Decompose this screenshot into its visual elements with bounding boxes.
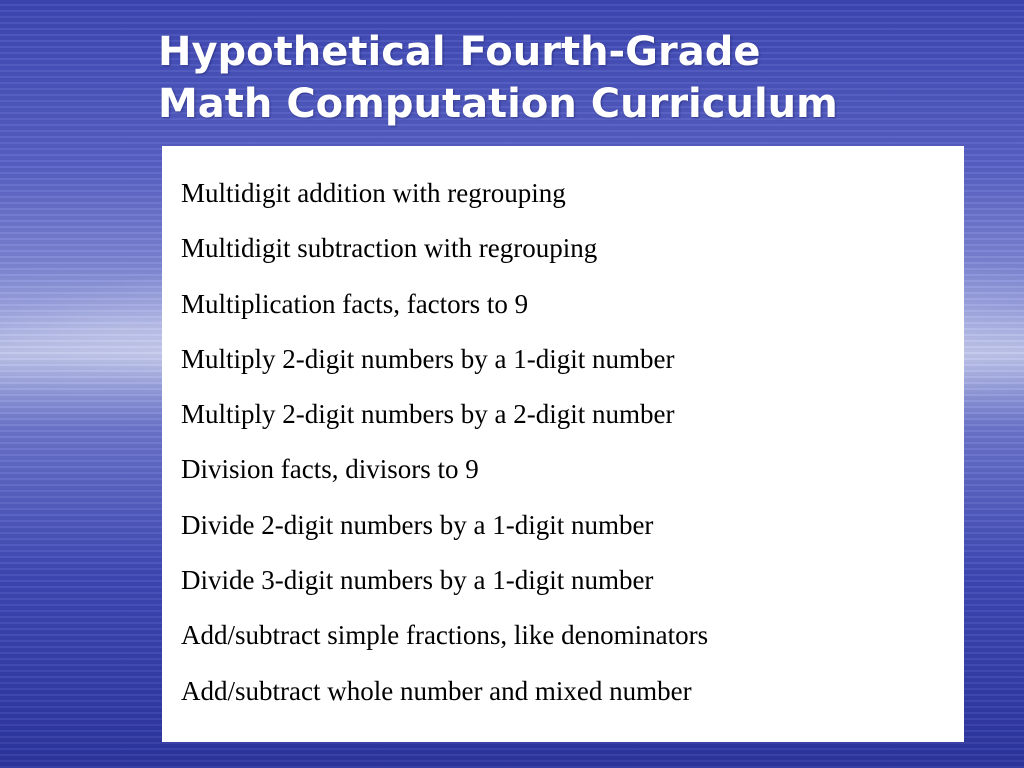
curriculum-item: Multidigit addition with regrouping <box>181 178 566 208</box>
curriculum-item: Multiply 2-digit numbers by a 2-digit number <box>181 399 675 430</box>
slide-title-line-2: Math Computation Curriculum <box>158 81 838 127</box>
curriculum-list <box>181 166 964 719</box>
slide-title-line-1: Hypothetical Fourth-Grade <box>158 29 761 75</box>
curriculum-item: Divide 2-digit numbers by a 1-digit number <box>181 509 654 540</box>
curriculum-item: Division facts, divisors to 9 <box>181 454 479 485</box>
curriculum-item: Add/subtract simple fractions, like denominators <box>181 620 709 651</box>
slide-title <box>158 26 838 130</box>
curriculum-box <box>162 146 964 742</box>
curriculum-item: Divide 3-digit numbers by a 1-digit number <box>181 565 654 596</box>
curriculum-item: Multiply 2-digit numbers by a 1-digit number <box>181 343 675 374</box>
curriculum-item: Multiplication facts, factors to 9 <box>181 288 529 319</box>
curriculum-item: Add/subtract whole number and mixed number <box>181 675 692 706</box>
curriculum-item: Multidigit subtraction with regrouping <box>181 233 598 264</box>
